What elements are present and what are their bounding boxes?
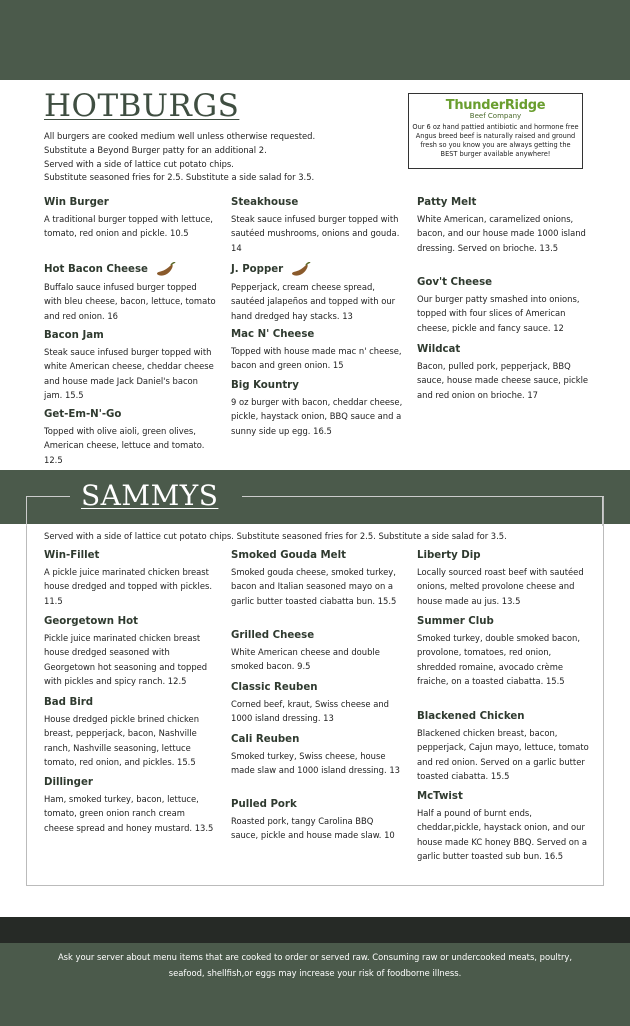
menu-item-bacon-jam xyxy=(44,329,216,403)
food-safety-disclaimer: Ask your server about menu items that are cooked to order or served raw. Consuming raw or undercooked meats, poultry, seafood, shellfish,or eggs may increase your risk of foodborne illness. xyxy=(57,952,573,978)
menu-item-mctwist xyxy=(417,790,589,864)
item-description: Half a pound of burnt ends, cheddar,pickle, haystack onion, and our house made KC honey BBQ. Served on a garlic butter toasted sub bun. 16.5 xyxy=(417,808,588,862)
hotburgs-title: HOTBURGS xyxy=(44,88,240,124)
item-name: Grilled Cheese xyxy=(231,630,315,641)
item-description: Corned beef, kraut, Swiss cheese and 1000 island dressing. 13 xyxy=(231,699,389,724)
item-name: Patty Melt xyxy=(417,197,477,208)
menu-item-dillinger xyxy=(44,776,216,835)
menu-item-bad-bird xyxy=(44,696,216,770)
item-name: Bad Bird xyxy=(44,697,94,708)
menu-item-georgetown-hot xyxy=(44,615,216,689)
thunderridge-subtitle: Beef Company xyxy=(469,112,522,120)
item-description: A traditional burger topped with lettuce, tomato, red onion and pickle. 10.5 xyxy=(44,214,213,239)
menu-item-blackened-chicken xyxy=(417,710,589,784)
item-description: Locally sourced roast beef with sautéed onions, melted provolone cheese and house made au jus. 13.5 xyxy=(417,567,584,606)
thunderridge-callout xyxy=(408,93,583,169)
item-name: J. Popper xyxy=(231,264,284,275)
sammys-title: SAMMYS xyxy=(81,479,219,512)
item-name: Steakhouse xyxy=(231,197,299,208)
item-description: Buffalo sauce infused burger topped with bleu cheese, bacon, lettuce, tomato and red onion. 16 xyxy=(44,282,216,321)
item-description: White American, caramelized onions, bacon, and our house made 1000 island dressing. Served on brioche. 13.5 xyxy=(417,214,586,253)
item-description: Our burger patty smashed into onions, topped with four slices of American cheese, pickle and fancy sauce. 12 xyxy=(417,294,580,333)
item-name: Wildcat xyxy=(417,344,461,355)
menu-item-big-kountry xyxy=(231,379,403,438)
item-name: Pulled Pork xyxy=(231,799,297,810)
item-name: Win Burger xyxy=(44,197,109,208)
item-name: Mac N' Cheese xyxy=(231,329,315,340)
item-description: 9 oz burger with bacon, cheddar cheese, pickle, haystack onion, BBQ sauce and a sunny side up egg. 16.5 xyxy=(231,397,403,436)
item-description: Roasted pork, tangy Carolina BBQ sauce, pickle and house made slaw. 10 xyxy=(231,816,395,841)
item-description: Steak sauce infused burger topped with sautéed mushrooms, onions and gouda. 14 xyxy=(231,214,400,253)
item-name: McTwist xyxy=(417,791,463,802)
thunderridge-logo: ThunderRidge xyxy=(445,98,546,113)
item-description: Smoked gouda cheese, smoked turkey, bacon and Italian seasoned mayo on a garlic butter toasted ciabatta bun. 15.5 xyxy=(231,567,397,606)
menu-item-mac-n-cheese xyxy=(231,328,403,373)
hotburgs-intro xyxy=(44,130,404,185)
frame-left-edge xyxy=(26,496,27,526)
item-name: Dillinger xyxy=(44,777,93,788)
menu-item-classic-reuben xyxy=(231,681,403,726)
menu-item-win-burger xyxy=(44,196,216,241)
item-name: Liberty Dip xyxy=(417,550,481,561)
menu-item-steakhouse xyxy=(231,196,403,255)
item-description: Blackened chicken breast, bacon, pepperjack, Cajun mayo, lettuce, tomato and red onion. Served on a garlic butter toasted ciabatta. 15.5 xyxy=(417,728,589,782)
item-description: Topped with house made mac n' cheese, bacon and green onion. 15 xyxy=(231,346,402,371)
item-description: Smoked turkey, Swiss cheese, house made slaw and 1000 island dressing. 13 xyxy=(231,751,400,776)
menu-item-win-fillet xyxy=(44,549,216,608)
footer-dark-strip xyxy=(0,917,630,943)
menu-item-hot-bacon-cheese xyxy=(44,262,216,323)
item-description: A pickle juice marinated chicken breast house dredged and topped with pickles. 11.5 xyxy=(44,567,213,606)
menu-item-liberty-dip xyxy=(417,549,589,608)
item-name: Gov't Cheese xyxy=(417,277,493,288)
frame-top-right-line xyxy=(242,496,604,497)
intro-line: Substitute a Beyond Burger patty for an additional 2. xyxy=(44,144,267,155)
item-name-row xyxy=(231,262,403,278)
item-name: Smoked Gouda Melt xyxy=(231,550,346,561)
menu-item-smoked-gouda-melt xyxy=(231,549,403,608)
item-description: Smoked turkey, double smoked bacon, provolone, tomatoes, red onion, shredded romaine, avocado crème fraiche, on a toasted ciabatta. 15.5 xyxy=(417,633,580,687)
chili-pepper-icon xyxy=(289,262,311,278)
menu-item-summer-club xyxy=(417,615,589,689)
menu-item-pulled-pork xyxy=(231,798,403,843)
item-description: Bacon, pulled pork, pepperjack, BBQ sauce, house made cheese sauce, pickle and red onion on brioche. 17 xyxy=(417,361,589,400)
item-name: Bacon Jam xyxy=(44,330,104,341)
item-name: Summer Club xyxy=(417,616,494,627)
item-description: Pepperjack, cream cheese spread, sautéed jalapeños and topped with our hand dredged hay stacks. 13 xyxy=(231,282,396,321)
item-description: Ham, smoked turkey, bacon, lettuce, tomato, green onion ranch cream cheese spread and honey mustard. 13.5 xyxy=(44,794,214,833)
item-name: Classic Reuben xyxy=(231,682,318,693)
header-band xyxy=(0,0,630,80)
item-name: Cali Reuben xyxy=(231,734,300,745)
menu-item-govt-cheese xyxy=(417,276,589,335)
menu-item-grilled-cheese xyxy=(231,629,403,674)
thunderridge-description: Our 6 oz hand pattied antibiotic and hormone free Angus breed beef is naturally raised and ground fresh so you know you are always getting the BEST burger available anywhere! xyxy=(412,123,579,158)
item-description: Pickle juice marinated chicken breast house dredged seasoned with Georgetown hot seasoning and topped with pickles and spicy ranch. 12.5 xyxy=(44,633,208,687)
item-description: Topped with olive aioli, green olives, American cheese, lettuce and tomato. 12.5 xyxy=(44,426,205,465)
item-name: Big Kountry xyxy=(231,380,299,391)
sammys-intro: Served with a side of lattice cut potato chips. Substitute seasoned fries for 2.5. Substitute a side salad for 3.5. xyxy=(44,531,507,541)
frame-top-left-line xyxy=(26,496,70,497)
item-name: Georgetown Hot xyxy=(44,616,138,627)
menu-item-j-popper xyxy=(231,262,403,323)
menu-item-patty-melt xyxy=(417,196,589,255)
chili-pepper-icon xyxy=(154,262,176,278)
item-name: Blackened Chicken xyxy=(417,711,525,722)
item-name: Get-Em-N'-Go xyxy=(44,409,122,420)
frame-right-edge xyxy=(602,496,603,526)
item-name: Hot Bacon Cheese xyxy=(44,264,148,275)
intro-line: Served with a side of lattice cut potato chips. xyxy=(44,158,234,169)
item-name: Win-Fillet xyxy=(44,550,100,561)
item-description: Steak sauce infused burger topped with white American cheese, cheddar cheese and house made Jack Daniel's bacon jam. 15.5 xyxy=(44,347,214,401)
menu-item-cali-reuben xyxy=(231,733,403,778)
menu-item-get-em-n-go xyxy=(44,408,216,467)
menu-item-wildcat xyxy=(417,343,589,402)
item-description: White American cheese and double smoked bacon. 9.5 xyxy=(231,647,380,672)
item-name-row xyxy=(44,262,216,278)
item-description: House dredged pickle brined chicken breast, pepperjack, bacon, Nashville ranch, Nashville seasoning, lettuce tomato, red onion, and pickles. 15.5 xyxy=(44,714,200,768)
intro-line: Substitute seasoned fries for 2.5. Substitute a side salad for 3.5. xyxy=(44,172,315,183)
intro-line: All burgers are cooked medium well unless otherwise requested. xyxy=(44,131,316,141)
